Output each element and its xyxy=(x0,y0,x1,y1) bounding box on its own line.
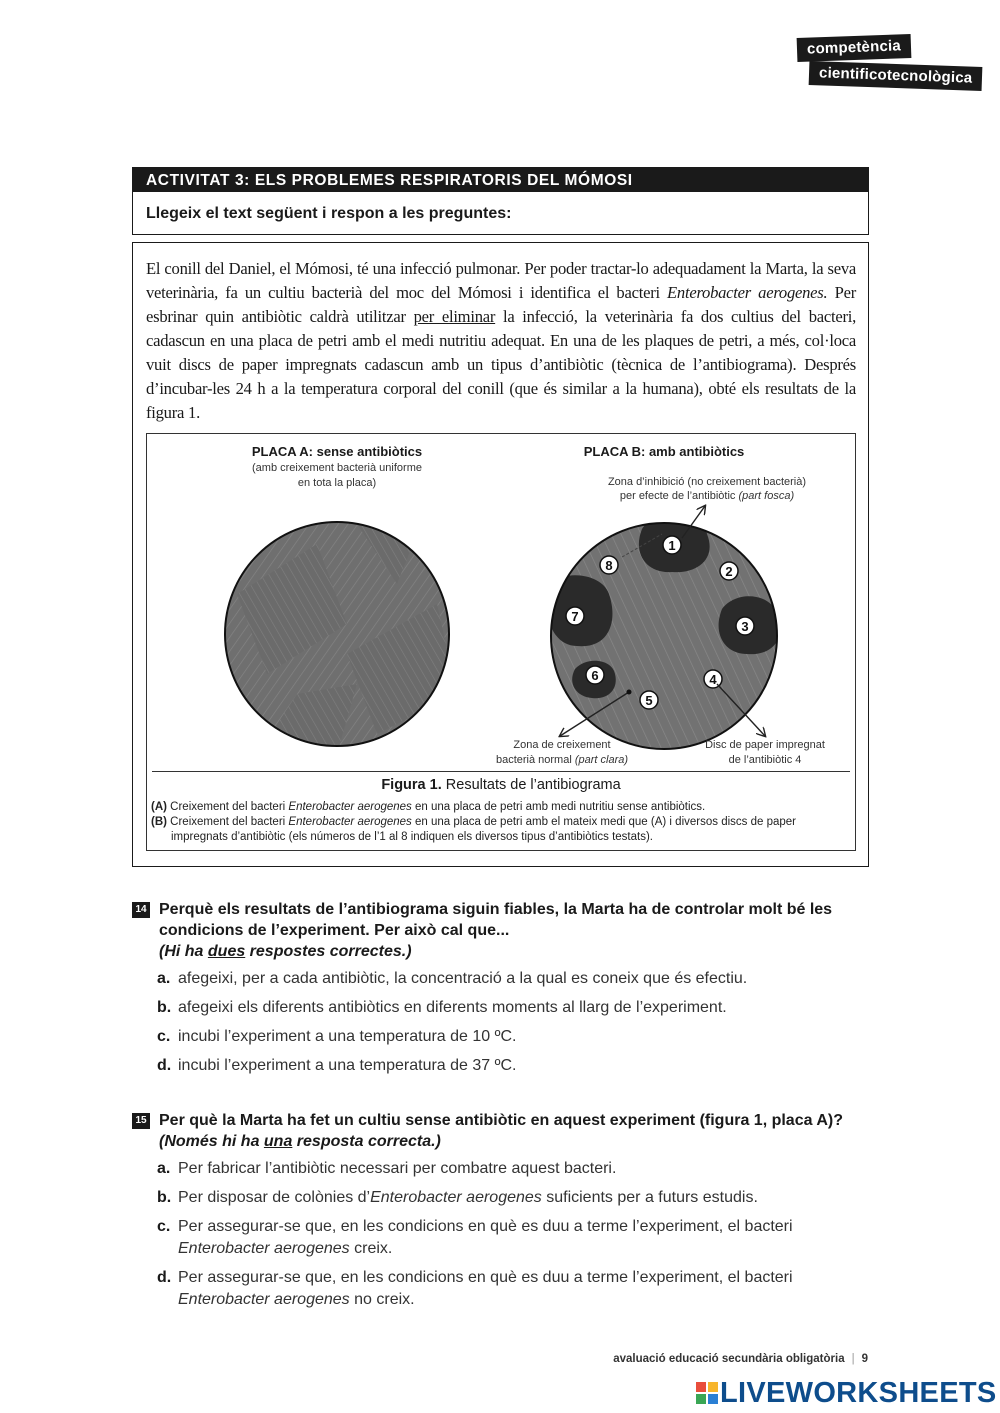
svg-text:3: 3 xyxy=(741,619,749,634)
page-number: 9 xyxy=(861,1353,868,1365)
q14-option-d[interactable]: d. incubi l’experiment a una temperatura de 37 ºC. xyxy=(157,1057,517,1074)
question-14-text: Perquè els resultats de l’antibiograma siguin fiables, la Marta ha de controlar molt bé les condicions de l’experiment. Per això cal que... xyxy=(159,901,833,939)
question-14 xyxy=(132,899,872,1084)
growth-label-2: bacterià normal (part clara) xyxy=(495,754,629,766)
antibiotic-disc-5 xyxy=(640,691,658,709)
figure-note-a: (A) Creixement del bacteri Enterobacter aerogenes en una placa de petri amb medi nutritiu sense antibiòtics. xyxy=(151,801,706,813)
activity-header xyxy=(132,167,869,235)
plate-a-title: PLACA A: sense antibiòtics xyxy=(251,444,423,459)
figure-caption: Figura 1. Resultats de l’antibiograma xyxy=(381,777,621,793)
q15-option-c[interactable]: c. Per assegurar-se que, en les condicions en què es duu a terme l’experiment, el bacteri Enterobacter aerogenes creix. xyxy=(157,1218,793,1257)
antibiotic-disc-7 xyxy=(566,607,584,625)
svg-text:5: 5 xyxy=(645,693,653,708)
liveworksheets-logo[interactable]: LIVEWORKSHEETS xyxy=(696,1377,997,1410)
q15-option-a[interactable]: a. Per fabricar l’antibiòtic necessari per combatre aquest bacteri. xyxy=(157,1160,617,1177)
question-number-14: 14 xyxy=(132,902,150,918)
figure-note-b: (B) Creixement del bacteri Enterobacter aerogenes en una placa de petri amb el mateix medi que (A) i diversos discs de paper impregnats d’antibiòtic (els números de l’1 al 8 indiquen els diversos tipus d’antibiòtics testats). xyxy=(151,816,796,843)
antibiotic-disc-1 xyxy=(663,536,681,554)
activity-instruction: Llegeix el text següent i respon a les preguntes: xyxy=(146,205,512,222)
question-number-15: 15 xyxy=(132,1113,150,1129)
petri-dish-a xyxy=(217,514,457,754)
figure-1 xyxy=(146,433,856,851)
question-15-options xyxy=(157,1158,872,1311)
antibiotic-disc-4 xyxy=(704,670,722,688)
competence-badge-1: competència xyxy=(797,34,912,62)
figure-notes xyxy=(151,800,849,845)
question-14-options xyxy=(157,968,872,1077)
activity-title: ACTIVITAT 3: ELS PROBLEMES RESPIRATORIS DEL MÓMOSI xyxy=(133,168,868,192)
q14-option-b[interactable]: b. afegeixi els diferents antibiòtics en diferents moments al llarg de l’experiment. xyxy=(157,999,727,1016)
q15-option-b[interactable]: b. Per disposar de colònies d’Enterobacter aerogenes suficients per a futurs estudis. xyxy=(157,1189,758,1206)
q14-option-a[interactable]: a. afegeixi, per a cada antibiòtic, la concentració a la qual es coneix que és efectiu. xyxy=(157,970,748,987)
antibiogram-illustration xyxy=(147,434,855,770)
inhibition-label-1: Zona d’inhibició (no creixement bacterià) xyxy=(607,476,807,488)
antibiotic-disc-6 xyxy=(586,666,604,684)
page-footer: avaluació educació secundària obligatòria | 9 xyxy=(613,1353,868,1365)
svg-text:8: 8 xyxy=(605,558,613,573)
figure-divider xyxy=(152,771,850,772)
svg-text:6: 6 xyxy=(591,668,599,683)
disc-label-1: Disc de paper impregnat xyxy=(705,739,825,751)
disc-label-2: de l’antibiòtic 4 xyxy=(728,754,802,766)
competence-badge-2: cientificotecnològica xyxy=(809,61,983,91)
question-15-text: Per què la Marta ha fet un cultiu sense antibiòtic en aquest experiment (figura 1, placa A)? xyxy=(159,1112,844,1129)
plate-a-sub2: en tota la placa) xyxy=(297,477,377,489)
svg-text:4: 4 xyxy=(709,672,717,687)
reading-passage: El conill del Daniel, el Mómosi, té una infecció pulmonar. Per poder tractar-lo adequadament la Marta, la seva veterinària, fa un cultiu bacterià del moc del Mómosi i identifica el bacteri Enterobacter aerogenes. Per esbrinar quin antibiòtic caldrà utilitzar per eliminar la infecció, la veterinària fa dos cultius del bacteri, cadascun en una placa de petri amb el medi nutritiu adequat. En una de les plaques de petri, a més, col·loca vuit discs de paper impregnats cadascun amb un tipus d’antibiòtic (tècnica de l’antibiograma). Després d’incubar-les 24 h a la temperatura corporal del conill (que és similar a la humana), obté els resultats de la figura 1. xyxy=(146,259,856,422)
plate-a-sub1: (amb creixement bacterià uniforme xyxy=(252,462,422,474)
antibiotic-disc-8 xyxy=(600,556,618,574)
inhibition-label-2: per efecte de l’antibiòtic (part fosca) xyxy=(619,490,795,502)
question-15-note: (Només hi ha una resposta correcta.) xyxy=(159,1133,441,1150)
svg-text:2: 2 xyxy=(725,564,733,579)
antibiotic-disc-3 xyxy=(736,617,754,635)
svg-text:7: 7 xyxy=(571,609,579,624)
question-15 xyxy=(132,1110,872,1318)
plate-b-title: PLACA B: amb antibiòtics xyxy=(583,444,745,459)
question-14-note: (Hi ha dues respostes correctes.) xyxy=(159,943,412,960)
svg-text:1: 1 xyxy=(668,538,676,553)
q14-option-c[interactable]: c. incubi l’experiment a una temperatura de 10 ºC. xyxy=(157,1028,517,1045)
reading-box xyxy=(132,242,869,867)
growth-label-1: Zona de creixement xyxy=(513,739,611,751)
liveworksheets-logo-icon xyxy=(696,1382,718,1404)
q15-option-d[interactable]: d. Per assegurar-se que, en les condicions en què es duu a terme l’experiment, el bacteri Enterobacter aerogenes no creix. xyxy=(157,1269,793,1308)
antibiotic-disc-2 xyxy=(720,562,738,580)
